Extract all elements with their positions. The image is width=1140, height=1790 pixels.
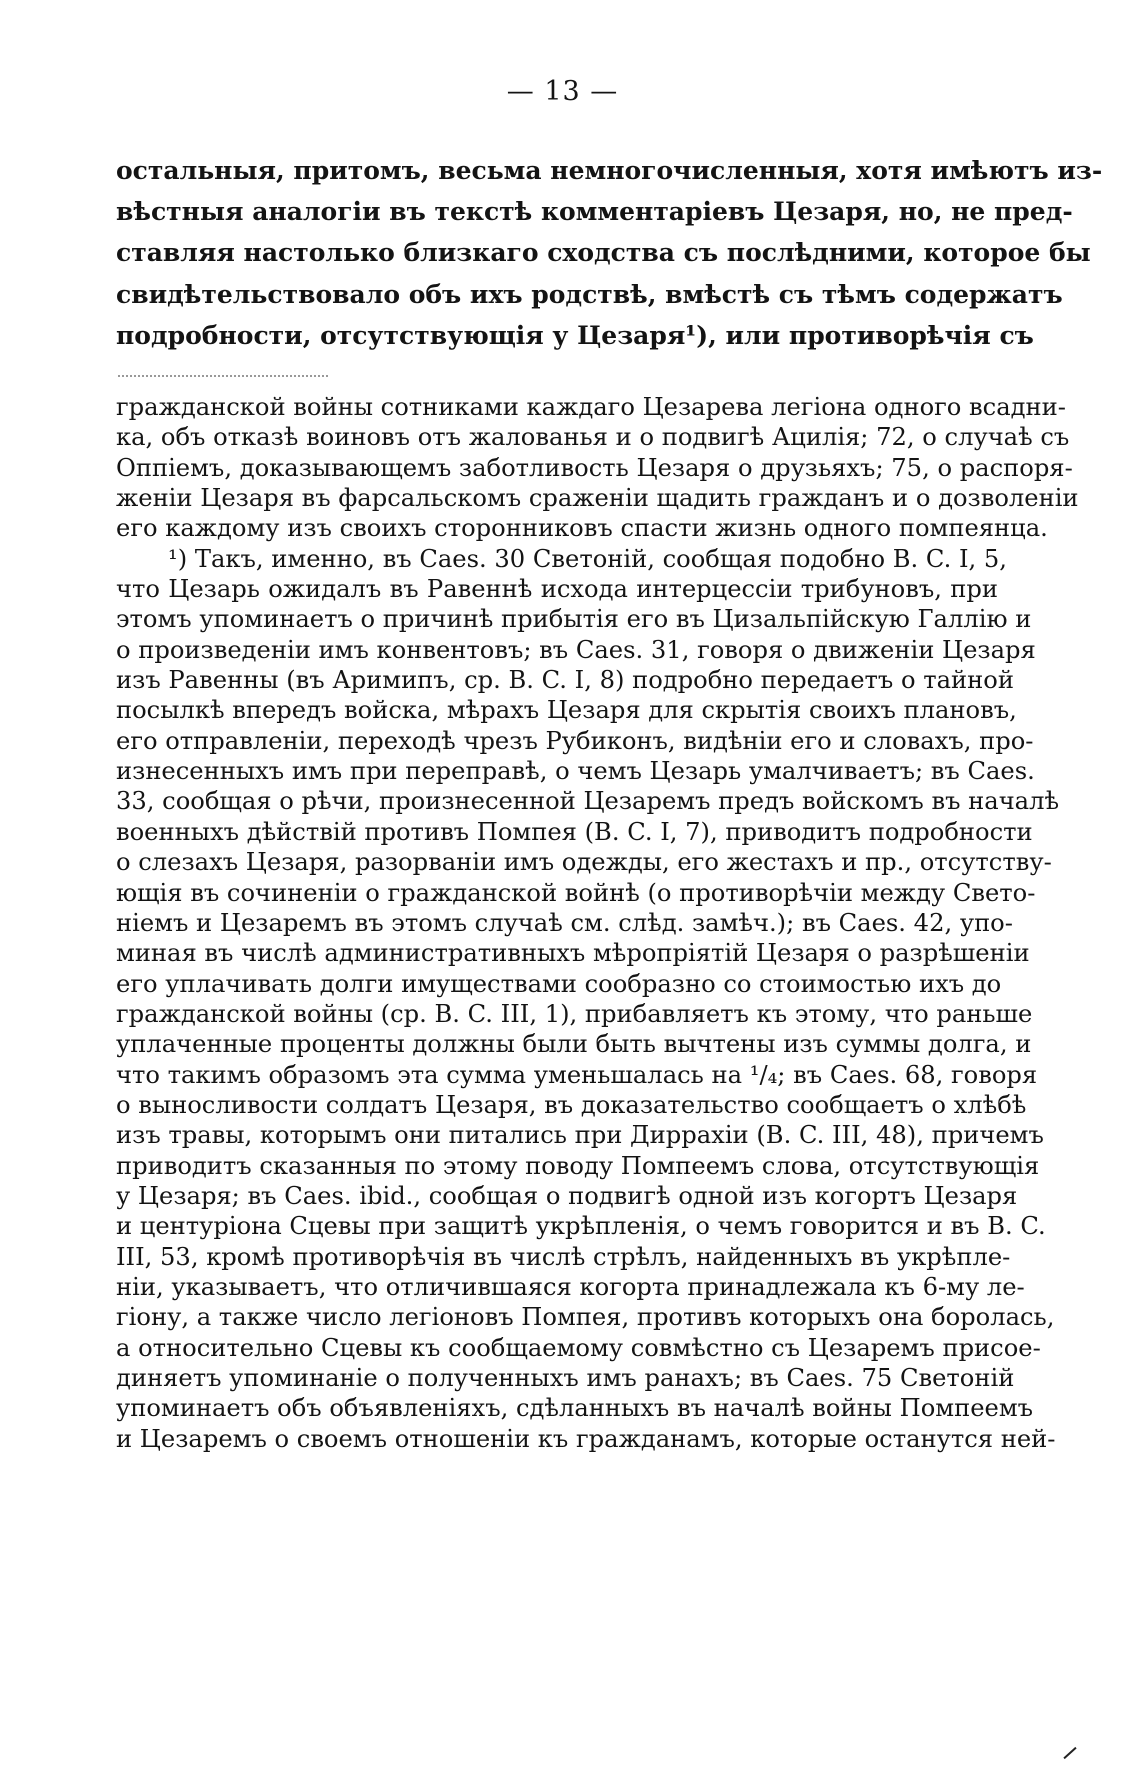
- footnote-line: ка, объ отказѣ воиновъ отъ жалованья и о подвигѣ Ацилія; 72, о случаѣ съ: [116, 423, 1070, 452]
- footnote-line: его каждому изъ своихъ сторонниковъ спасти жизнь одного помпеянца.: [116, 514, 1048, 543]
- footnote-line: что Цезарь ожидалъ въ Равеннѣ исхода интерцессіи трибуновъ, при: [116, 575, 998, 604]
- footnote-line: изъ травы, которымъ они питались при Диррахіи (B. C. III, 48), причемъ: [116, 1121, 1044, 1150]
- footnote-line: о слезахъ Цезаря, разорваніи имъ одежды, его жестахъ и пр., отсутству-: [116, 848, 1052, 877]
- main-text-line: остальныя, притомъ, весьма немногочисленныя, хотя имѣютъ из-: [116, 156, 1103, 185]
- footnote-line: 33, сообщая о рѣчи, произнесенной Цезаремъ предъ войскомъ въ началѣ: [116, 787, 1060, 816]
- footnote-line: III, 53, кромѣ противорѣчія въ числѣ стрѣлъ, найденныхъ въ укрѣпле-: [116, 1242, 1011, 1271]
- footnote-line: приводитъ сказанныя по этому поводу Помпеемъ слова, отсутствующія: [116, 1151, 1040, 1180]
- footnote-line: и центуріона Сцевы при защитѣ укрѣпленія, о чемъ говорится и въ B. C.: [116, 1212, 1046, 1241]
- footnote-line: его отправленіи, переходѣ чрезъ Рубиконъ, видѣніи его и словахъ, про-: [116, 726, 1034, 755]
- footnote-line: изъ Равенны (въ Аримипъ, ср. B. C. I, 8) подробно передаетъ о тайной: [116, 666, 1014, 695]
- footnote-line: о выносливости солдатъ Цезаря, въ доказательство сообщаетъ о хлѣбѣ: [116, 1090, 1027, 1119]
- footnote-line: ніемъ и Цезаремъ въ этомъ случаѣ см. слѣд. замѣч.); въ Caes. 42, упо-: [116, 908, 1013, 937]
- main-text-line: вѣстныя аналогіи въ текстѣ комментаріевъ Цезаря, но, не пред-: [116, 197, 1073, 227]
- footnote-line: у Цезаря; въ Caes. ibid., сообщая о подвигѣ одной изъ когортъ Цезаря: [116, 1181, 1018, 1210]
- footnote-line: миная въ числѣ административныхъ мѣропріятій Цезаря о разрѣшеніи: [116, 939, 1030, 968]
- footnote-line: что такимъ образомъ эта сумма уменьшалась на ¹/₄; въ Caes. 68, говоря: [116, 1060, 1038, 1089]
- main-text-line: ставляя настолько близкаго сходства съ послѣдними, которое бы: [116, 238, 1091, 268]
- footnote-line: уплаченные проценты должны были быть вычтены изъ суммы долга, и: [116, 1030, 1032, 1059]
- footnote-line: ніи, указываетъ, что отличившаяся когорта принадлежала къ 6-му ле-: [116, 1272, 1025, 1301]
- footnotes: [116, 392, 1079, 1454]
- footnote-line: гіону, а также число легіоновъ Помпея, противъ которыхъ она боролась,: [116, 1303, 1055, 1332]
- page-number: — 13 —: [506, 76, 619, 107]
- footnote-line: посылкѣ впередъ войска, мѣрахъ Цезаря для скрытія своихъ плановъ,: [116, 696, 1017, 725]
- footnote-line: этомъ упоминаетъ о причинѣ прибытія его въ Цизальпійскую Галлію и: [116, 605, 1032, 634]
- main-text: [116, 150, 1103, 356]
- main-text-line: свидѣтельствовало объ ихъ родствѣ, вмѣстѣ съ тѣмъ содержатъ: [116, 279, 1063, 309]
- footnote-line: и Цезаремъ о своемъ отношеніи къ гражданамъ, которые останутся ней-: [116, 1424, 1056, 1453]
- footnote-line: его уплачивать долги имуществами сообразно со стоимостью ихъ до: [116, 969, 1002, 998]
- footnote-separator: [118, 375, 328, 377]
- stray-mark: [1063, 1747, 1076, 1759]
- footnote-line: военныхъ дѣйствій противъ Помпея (B. C. I, 7), приводитъ подробности: [116, 817, 1033, 846]
- footnote-line: Оппіемъ, доказывающемъ заботливость Цезаря о друзьяхъ; 75, о распоря-: [116, 453, 1073, 482]
- footnote-line: изнесенныхъ имъ при переправѣ, о чемъ Цезарь умалчиваетъ; въ Caes.: [116, 757, 1035, 786]
- footnote-line: ¹) Такъ, именно, въ Caes. 30 Светоній, сообщая подобно B. C. I, 5,: [168, 544, 1007, 573]
- footnote-line: о произведеніи имъ конвентовъ; въ Caes. 31, говоря о движеніи Цезаря: [116, 635, 1036, 664]
- footnote-line: гражданской войны сотниками каждаго Цезарева легіона одного всадни-: [116, 393, 1066, 421]
- footnote-line: диняетъ упоминаніе о полученныхъ имъ ранахъ; въ Caes. 75 Светоній: [116, 1364, 1015, 1392]
- footnote-line: женіи Цезаря въ фарсальскомъ сраженіи щадить гражданъ и о дозволеніи: [116, 484, 1079, 513]
- main-text-line: подробности, отсутствующія у Цезаря¹), или противорѣчія съ: [116, 320, 1034, 350]
- footnote-line: а относительно Сцевы къ сообщаемому совмѣстно съ Цезаремъ присое-: [116, 1333, 1041, 1362]
- footnote-line: ющія въ сочиненіи о гражданской войнѣ (о противорѣчіи между Свето-: [116, 878, 1036, 907]
- footnote-line: гражданской войны (ср. B. C. III, 1), прибавляетъ къ этому, что раньше: [116, 999, 1033, 1028]
- footnote-line: упоминаетъ объ объявленіяхъ, сдѣланныхъ въ началѣ войны Помпеемъ: [116, 1394, 1034, 1423]
